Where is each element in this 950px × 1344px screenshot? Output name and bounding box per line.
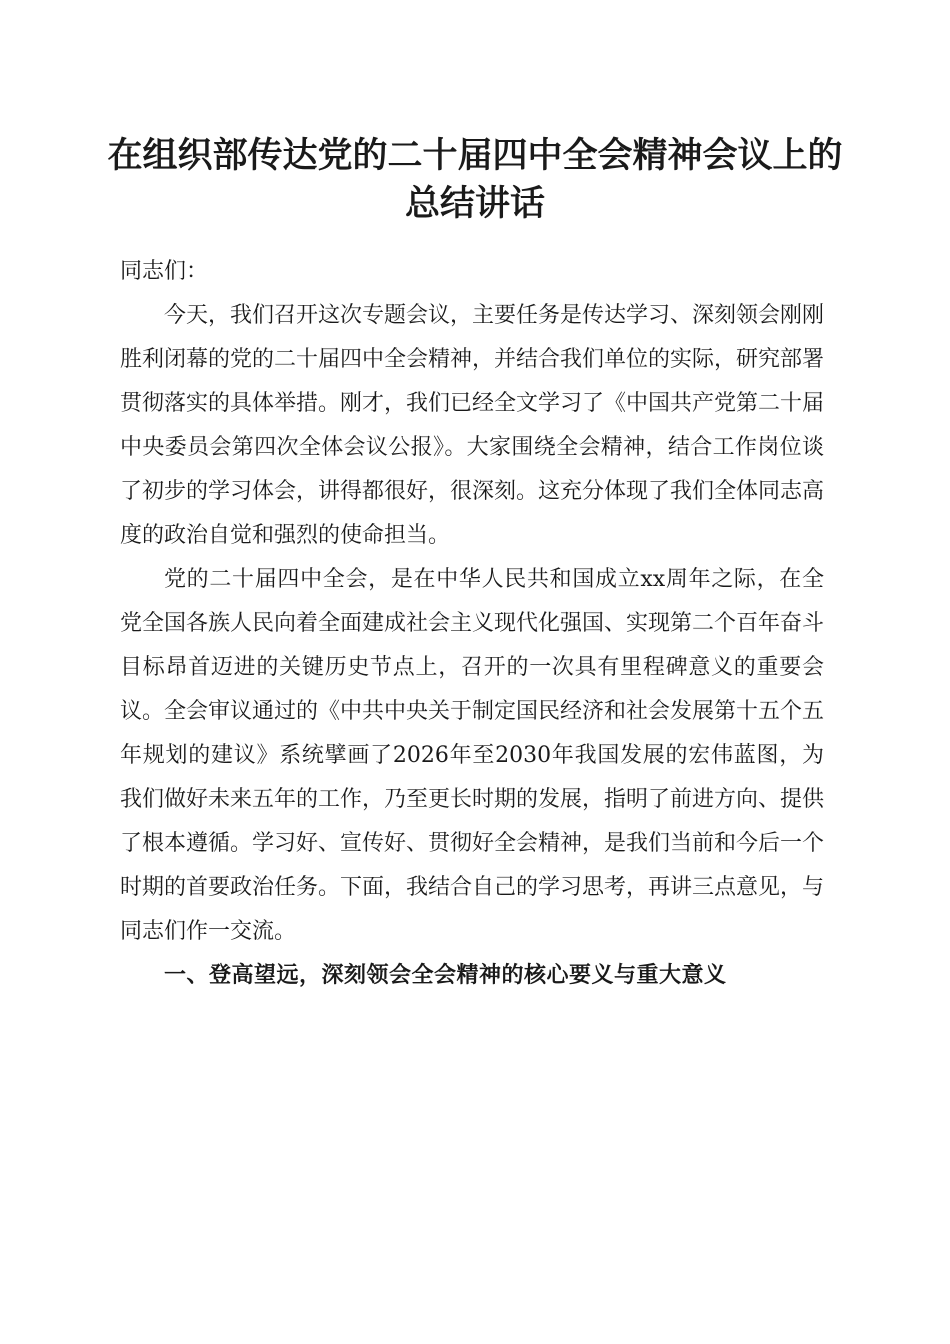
- document-body: [120, 250, 824, 998]
- section-heading-1: 一、登高望远，深刻领会全会精神的核心要义与重大意义: [164, 963, 727, 988]
- document-title: 在组织部传达党的二十届四中全会精神会议上的总结讲话: [107, 135, 843, 224]
- salutation: 同志们：: [120, 259, 209, 284]
- paragraph-1: 今天，我们召开这次专题会议，主要任务是传达学习、深刻领会刚刚胜利闭幕的党的二十届四中全会精神，并结合我们单位的实际，研究部署贯彻落实的具体举措。刚才，我们已经全文学习了《中国共产党第二十届中央委员会第四次全体会议公报》。大家围绕全会精神，结合工作岗位谈了初步的学习体会，讲得都很好，很深刻。这充分体现了我们全体同志高度的政治自觉和强烈的使命担当。: [120, 303, 825, 548]
- paragraph-2: 党的二十届四中全会，是在中华人民共和国成立xx周年之际，在全党全国各族人民向着全面建成社会主义现代化强国、实现第二个百年奋斗目标昂首迈进的关键历史节点上，召开的一次具有里程碑意义的重要会议。全会审议通过的《中共中央关于制定国民经济和社会发展第十五个五年规划的建议》系统擘画了2026年至2030年我国发展的宏伟蓝图，为我们做好未来五年的工作，乃至更长时期的发展，指明了前进方向、提供了根本遵循。学习好、宣传好、贯彻好全会精神，是我们当前和今后一个时期的首要政治任务。下面，我结合自己的学习思考，再讲三点意见，与同志们作一交流。: [120, 567, 825, 944]
